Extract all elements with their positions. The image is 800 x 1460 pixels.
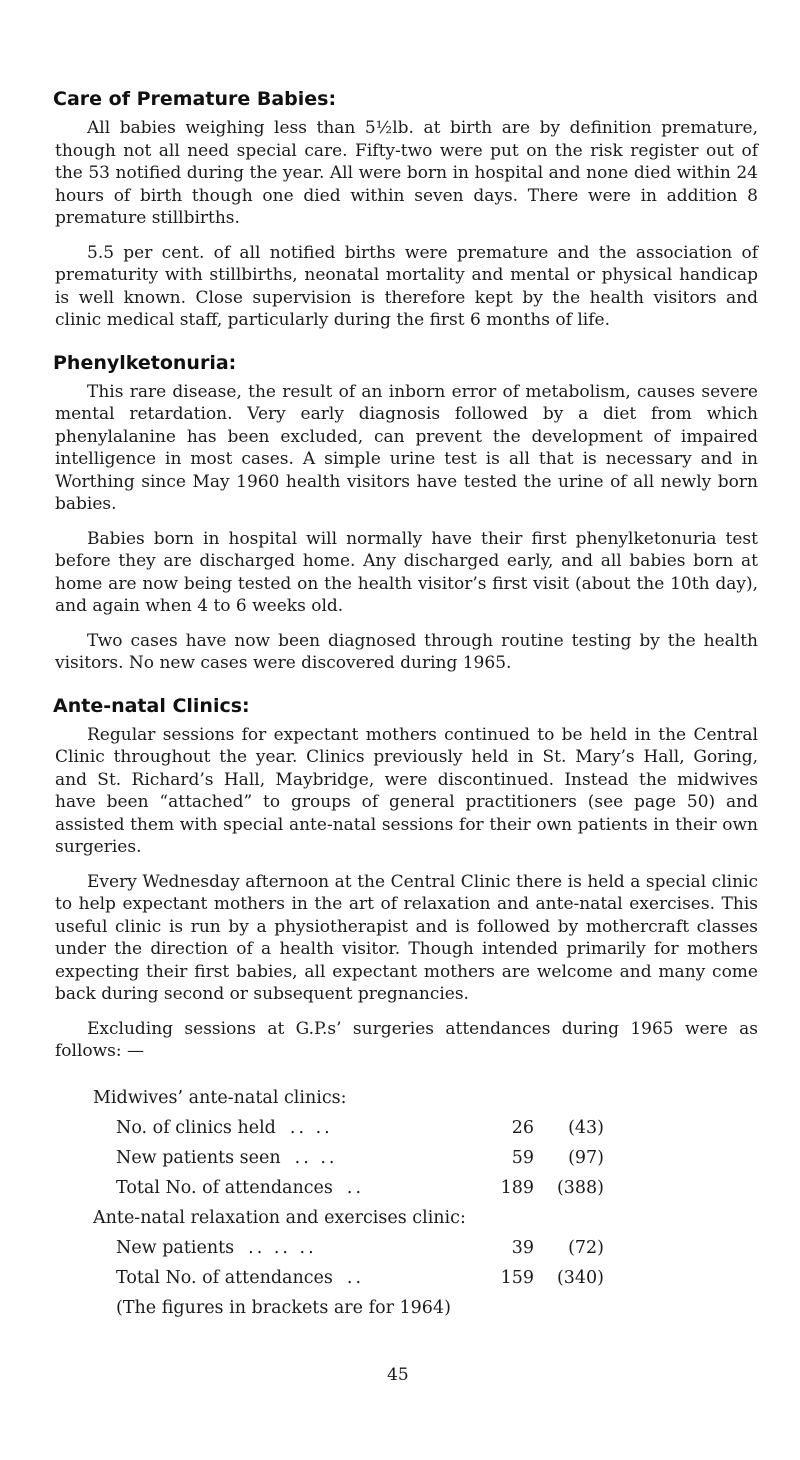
leader-dots: .. (346, 1177, 365, 1198)
stat-value: 26 (511, 1117, 534, 1138)
stat-previous: (72) (568, 1237, 604, 1258)
stat-row (93, 1113, 758, 1143)
stat-previous: (340) (556, 1267, 604, 1288)
stat-value: 189 (500, 1177, 534, 1198)
leader-dots: .. .. (294, 1147, 338, 1168)
paragraph: Two cases have now been diagnosed through routine testing by the health visitors. No new cases were discovered during 1965. (55, 630, 758, 673)
stat-previous: (97) (568, 1147, 604, 1168)
page-number: 45 (387, 1365, 409, 1385)
stat-row (93, 1143, 758, 1173)
leader-dots: .. .. .. (248, 1237, 317, 1258)
attendance-statistics (93, 1083, 758, 1323)
section-heading: Ante-natal Clinics: (53, 694, 250, 717)
paragraph: Every Wednesday afternoon at the Central Clinic there is held a special clinic to help expectant mothers in the art of relaxation and ante-natal exercises. This useful clinic is run by a physiotherapist and is followed by mothercraft classes under the direction of a health visitor. Though intended primarily for mothers expecting their first babies, all expectant mothers are welcome and many come back during second or subsequent pregnancies. (55, 871, 758, 1004)
stat-previous: (43) (568, 1117, 604, 1138)
brackets-note: (The figures in brackets are for 1964) (116, 1297, 451, 1318)
leader-dots: .. (346, 1267, 365, 1288)
section-ante-natal-clinics (55, 695, 758, 1063)
paragraph: This rare disease, the result of an inborn error of metabolism, causes severe mental retardation. Very early diagnosis followed by a diet from which phenylalanine has been excluded, can prevent the development of impaired intelligence in most cases. A simple urine test is all that is necessary and in Worthing since May 1960 health visitors have tested the urine of all newly born babies. (55, 381, 758, 514)
section-heading: Phenylketonuria: (53, 351, 237, 374)
page-content (55, 88, 758, 1323)
stat-label: New patients (116, 1237, 235, 1258)
midwives-clinics-heading: Midwives’ ante-natal clinics: (93, 1087, 347, 1108)
paragraph: Regular sessions for expectant mothers continued to be held in the Central Clinic throughout the year. Clinics previously held in St. Mary’s Hall, Goring, and St. Richard’s Hall, Maybridge, were discontinued. Instead the midwives have been “attached” to groups of general practitioners (see page 50) and assisted them with special ante-natal sessions for their own patients in their own surgeries. (55, 724, 758, 857)
section-phenylketonuria (55, 352, 758, 675)
stat-row (93, 1233, 758, 1263)
section-premature-babies (55, 88, 758, 332)
paragraph: All babies weighing less than 5½lb. at birth are by definition premature, though not all need special care. Fifty-two were put on the risk register out of the 53 notified during the year. All were born in hospital and none died within 24 hours of birth though one died within seven days. There were in addition 8 premature stillbirths. (55, 118, 758, 228)
stat-value: 159 (500, 1267, 534, 1288)
section-heading: Care of Premature Babies: (53, 88, 337, 110)
stat-row (93, 1263, 758, 1293)
paragraph: Excluding sessions at G.P.s’ surgeries attendances during 1965 were as follows: — (55, 1018, 758, 1061)
relaxation-clinic-heading: Ante-natal relaxation and exercises clinic: (93, 1207, 466, 1228)
stat-previous: (388) (556, 1177, 604, 1198)
paragraph: Babies born in hospital will normally have their first phenylketonuria test before they are discharged home. Any discharged early, and all babies born at home are now being tested on the health visitor’s first visit (about the 10th day), and again when 4 to 6 weeks old. (55, 528, 758, 616)
stat-label: No. of clinics held (116, 1117, 276, 1138)
stat-value: 39 (511, 1237, 534, 1258)
leader-dots: .. .. (289, 1117, 333, 1138)
stat-label: Total No. of attendances (116, 1267, 333, 1288)
stat-label: Total No. of attendances (116, 1177, 333, 1198)
stat-value: 59 (511, 1147, 534, 1168)
paragraph: 5.5 per cent. of all notified births were premature and the association of prematurity with stillbirths, neonatal mortality and mental or physical handicap is well known. Close supervision is therefore kept by the health visitors and clinic medical staff, particularly during the first 6 months of life. (55, 242, 758, 330)
stat-label: New patients seen (116, 1147, 281, 1168)
stat-row (93, 1173, 758, 1203)
